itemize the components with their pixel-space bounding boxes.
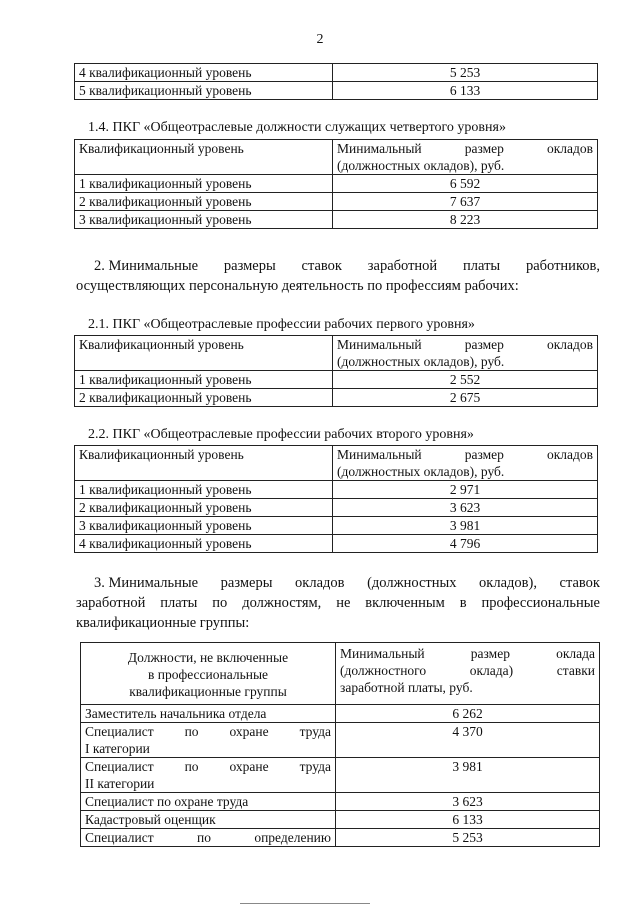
- header-word: Минимальный: [337, 141, 422, 156]
- header-salary: [333, 336, 598, 371]
- table-row: [75, 193, 598, 211]
- header-salary: [336, 643, 600, 705]
- table-header-row: [75, 446, 598, 481]
- header-word: окладов: [546, 337, 593, 352]
- header-word: Минимальный: [337, 337, 422, 352]
- position-cell: Специалист по охране труда: [81, 793, 336, 811]
- header-salary: [333, 140, 598, 175]
- header-line: Должности, не включенные: [127, 650, 289, 665]
- value-cell: 3 981: [336, 758, 600, 793]
- level-cell: 3 квалификационный уровень: [75, 211, 333, 229]
- header-word: (должностного: [340, 663, 427, 678]
- header-word: Минимальный: [337, 447, 422, 462]
- word: окладов: [295, 575, 345, 591]
- header-line: квалификационные группы: [129, 684, 287, 699]
- word: 3. Минимальные: [94, 575, 199, 591]
- position-line: I категории: [85, 741, 150, 756]
- value-cell: 8 223: [333, 211, 598, 229]
- word: не: [336, 595, 351, 611]
- header-word: Минимальный: [340, 646, 425, 661]
- header-line: заработной платы, руб.: [340, 680, 473, 695]
- paragraph-3: [76, 573, 600, 633]
- value-cell: 4 796: [333, 535, 598, 553]
- header-word: окладов: [546, 141, 593, 156]
- header-word: оклада: [556, 646, 595, 661]
- value-cell: 5 253: [336, 829, 600, 847]
- word: платы: [160, 595, 198, 611]
- word: ставок: [301, 258, 342, 274]
- position-cell: [81, 829, 336, 847]
- page-edge-line: [240, 903, 370, 904]
- word: (должностных: [367, 575, 457, 591]
- section-title-2-2: 2.2. ПКГ «Общеотраслевые профессии рабочих второго уровня»: [88, 427, 474, 442]
- section-title-2-1: 2.1. ПКГ «Общеотраслевые профессии рабочих первого уровня»: [88, 317, 475, 332]
- table-2-1: [74, 335, 598, 407]
- header-salary: [333, 446, 598, 481]
- header-line-2: (должностных окладов), руб.: [337, 354, 505, 369]
- header-word: размер: [464, 337, 504, 352]
- table-3: [80, 642, 600, 847]
- table-row: [75, 389, 598, 407]
- table-1-4: [74, 139, 598, 229]
- table-row: [81, 705, 600, 723]
- level-cell: 5 квалификационный уровень: [75, 82, 333, 100]
- header-level: Квалификационный уровень: [75, 336, 333, 371]
- header-word: размер: [464, 141, 504, 156]
- word: окладов),: [479, 575, 537, 591]
- word: по: [212, 595, 228, 611]
- header-line-2: (должностных окладов), руб.: [337, 464, 505, 479]
- word: заработной: [76, 595, 146, 611]
- word: размеры: [223, 258, 276, 274]
- paragraph-line: квалификационные группы:: [76, 615, 250, 631]
- header-level: Квалификационный уровень: [75, 446, 333, 481]
- level-cell: 4 квалификационный уровень: [75, 64, 333, 82]
- table-row: [81, 811, 600, 829]
- table-row: [81, 793, 600, 811]
- header-word: размер: [464, 447, 504, 462]
- table-top: [74, 63, 598, 100]
- position-cell: [81, 723, 336, 758]
- level-cell: 1 квалификационный уровень: [75, 481, 333, 499]
- level-cell: 3 квалификационный уровень: [75, 517, 333, 535]
- position-cell: [81, 758, 336, 793]
- value-cell: 6 262: [336, 705, 600, 723]
- value-cell: 6 133: [336, 811, 600, 829]
- table-row: [75, 175, 598, 193]
- table-row: [75, 535, 598, 553]
- word: профессиональные: [481, 595, 600, 611]
- word: включенным: [365, 595, 445, 611]
- value-cell: 5 253: [333, 64, 598, 82]
- header-positions: [81, 643, 336, 705]
- position-cell: Заместитель начальника отдела: [81, 705, 336, 723]
- value-cell: 3 981: [333, 517, 598, 535]
- table-row: [75, 82, 598, 100]
- table-row: [75, 481, 598, 499]
- header-word: размер: [470, 646, 510, 661]
- position-line: II категории: [85, 776, 155, 791]
- value-cell: 4 370: [336, 723, 600, 758]
- header-line-2: (должностных окладов), руб.: [337, 158, 505, 173]
- table-row: [81, 829, 600, 847]
- table-header-row: [75, 140, 598, 175]
- header-word: окладов: [546, 447, 593, 462]
- section-title-1-4: 1.4. ПКГ «Общеотраслевые должности служащих четвертого уровня»: [88, 120, 506, 135]
- level-cell: 1 квалификационный уровень: [75, 371, 333, 389]
- word: размеры: [220, 575, 273, 591]
- position-cell: Кадастровый оценщик: [81, 811, 336, 829]
- word: 2. Минимальные: [94, 258, 199, 274]
- level-cell: 2 квалификационный уровень: [75, 193, 333, 211]
- value-cell: 7 637: [333, 193, 598, 211]
- table-row: [75, 371, 598, 389]
- paragraph-2: [76, 256, 600, 296]
- table-row: [81, 758, 600, 793]
- word: в: [459, 595, 467, 611]
- value-cell: 2 971: [333, 481, 598, 499]
- level-cell: 1 квалификационный уровень: [75, 175, 333, 193]
- table-row: [75, 211, 598, 229]
- position-line: Специалист по охране труда: [85, 724, 331, 739]
- header-word: ставки: [556, 663, 595, 678]
- word: должностям,: [242, 595, 322, 611]
- level-cell: 2 квалификационный уровень: [75, 499, 333, 517]
- word: работников,: [525, 258, 600, 274]
- table-header-row: [75, 336, 598, 371]
- table-row: [75, 64, 598, 82]
- table-row: [75, 499, 598, 517]
- position-line: Специалист по охране труда: [85, 759, 331, 774]
- word: платы: [463, 258, 501, 274]
- table-row: [75, 517, 598, 535]
- word: ставок: [559, 575, 600, 591]
- value-cell: 3 623: [336, 793, 600, 811]
- table-2-2: [74, 445, 598, 553]
- word: заработной: [367, 258, 438, 274]
- value-cell: 3 623: [333, 499, 598, 517]
- table-row: [81, 723, 600, 758]
- level-cell: 4 квалификационный уровень: [75, 535, 333, 553]
- value-cell: 2 675: [333, 389, 598, 407]
- page-number: 2: [316, 32, 324, 47]
- paragraph-line: осуществляющих персональную деятельность по профессиям рабочих:: [76, 278, 519, 294]
- header-word: оклада): [469, 663, 514, 678]
- header-line: в профессиональные: [147, 667, 269, 682]
- header-level: Квалификационный уровень: [75, 140, 333, 175]
- value-cell: 6 592: [333, 175, 598, 193]
- value-cell: 2 552: [333, 371, 598, 389]
- position-line: Специалист по определению: [85, 830, 331, 845]
- level-cell: 2 квалификационный уровень: [75, 389, 333, 407]
- table-header-row: [81, 643, 600, 705]
- value-cell: 6 133: [333, 82, 598, 100]
